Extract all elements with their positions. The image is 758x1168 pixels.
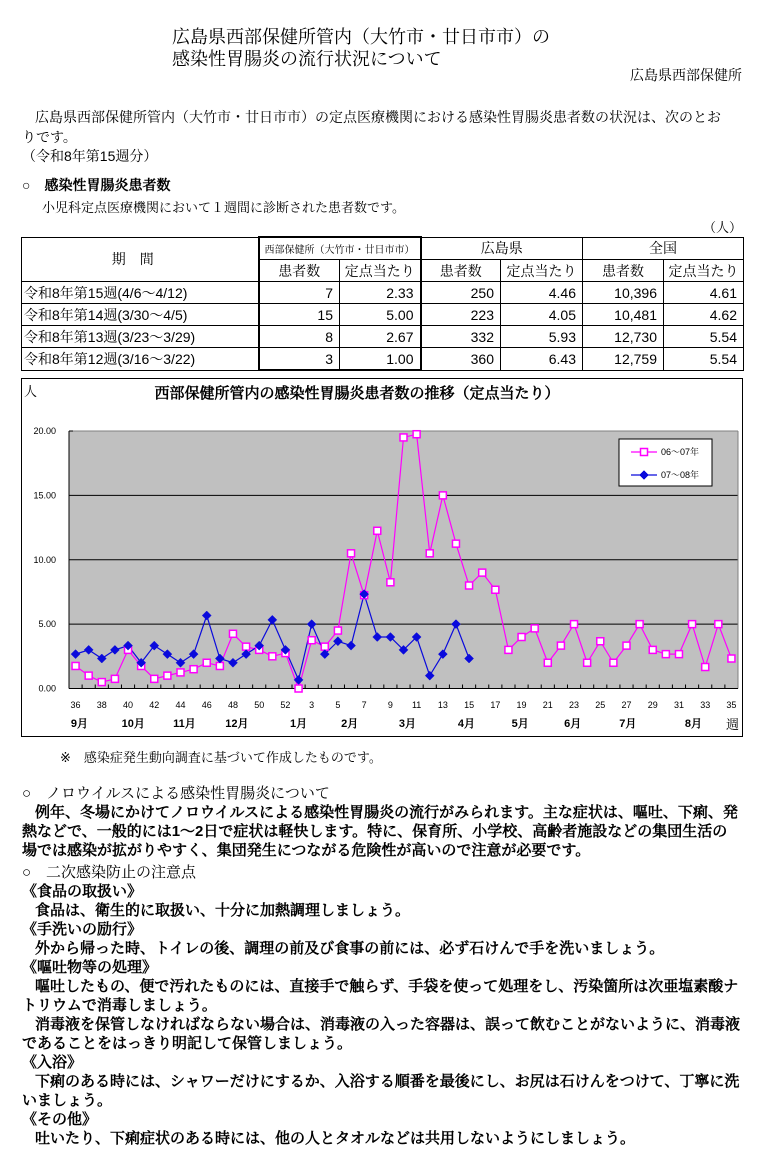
item-text-line: いましょう。 [22, 1092, 113, 1109]
item-text-line: 消毒液を保管しなければならない場合は、消毒液の入った容器は、誤って飲むことがないように、消毒液 [35, 1016, 741, 1033]
data-point-marker [479, 569, 486, 576]
data-point-marker [636, 621, 643, 628]
data-point-marker [466, 582, 473, 589]
month-label: 2月 [341, 718, 359, 730]
page-title [172, 26, 550, 70]
data-point-marker [715, 621, 722, 628]
data-point-marker [675, 651, 682, 658]
item-title-other: 《その他》 [22, 1111, 98, 1128]
y-tick-label: 20.00 [33, 426, 56, 436]
data-point-marker [85, 672, 92, 679]
prevention-section [22, 863, 747, 1148]
data-point-marker [72, 662, 79, 669]
item-text-line: 吐いたり、下痢症状のある時には、他の人とタオルなどは共用しないようにしましょう。 [35, 1130, 636, 1147]
pref-patients-cell: 332 [421, 326, 501, 348]
unit-label: （人） [702, 220, 742, 235]
x-tick-label: 46 [201, 700, 212, 710]
x-tick-label: 31 [673, 700, 684, 710]
national-per-site-cell: 5.54 [664, 348, 744, 371]
section-description: 小児科定点医療機関において１週間に診断された患者数です。 [42, 200, 405, 215]
norovirus-section [22, 784, 747, 860]
issuer-name: 広島県西部保健所 [630, 67, 742, 83]
norovirus-text-line: 熱などで、一般的には1～2日で症状は軽快します。特に、保育所、小学校、高齢者施設などの集団生活の [22, 823, 728, 840]
x-tick-label: 44 [175, 700, 186, 710]
intro-line-1: 広島県西部保健所管内（大竹市・廿日市市）の定点医療機関における感染性胃腸炎患者数の状況は、次のとお [35, 109, 721, 125]
month-label: 9月 [70, 718, 89, 730]
item-text-line: トリウムで消毒しましょう。 [22, 997, 217, 1014]
data-point-marker [295, 685, 302, 692]
section-heading-prevention: ○ 二次感染防止の注意点 [22, 864, 197, 881]
x-tick-label: 11 [411, 700, 422, 710]
data-point-marker [308, 637, 315, 644]
data-point-marker [348, 550, 355, 557]
national-patients-cell: 12,759 [583, 348, 664, 371]
y-tick-label: 5.00 [38, 619, 56, 630]
section-heading-norovirus: ○ ノロウイルスによる感染性胃腸炎について [22, 785, 330, 802]
data-point-marker [452, 540, 459, 547]
x-tick-label: 36 [70, 700, 81, 710]
x-tick-label: 15 [464, 700, 475, 710]
x-tick-label: 17 [490, 700, 501, 710]
table-header-row-1 [22, 237, 744, 260]
x-tick-label: 19 [516, 700, 527, 710]
data-point-marker [531, 625, 538, 632]
pref-patients-cell: 250 [421, 282, 501, 304]
norovirus-text-line: 例年、冬場にかけてノロウイルスによる感染性胃腸炎の流行がみられます。主な症状は、嘔吐、下痢、発 [35, 804, 738, 821]
x-tick-label: 21 [542, 700, 553, 710]
y-tick-label: 15.00 [33, 490, 56, 501]
data-point-marker [689, 621, 696, 628]
data-point-marker [505, 646, 512, 653]
x-tick-label: 29 [647, 700, 658, 710]
norovirus-text-line: 場では感染が拡がりやすく、集団発生につながる危険性が高いので注意が必要です。 [22, 842, 591, 859]
data-point-marker [439, 492, 446, 499]
national-per-site-cell: 5.54 [664, 326, 744, 348]
month-label: 11月 [173, 718, 196, 730]
x-tick-label: 3 [309, 700, 315, 710]
data-point-marker [584, 659, 591, 666]
period-cell: 令和8年第15週(4/6～4/12) [22, 282, 259, 304]
period-cell: 令和8年第13週(3/23～3/29) [22, 326, 259, 348]
data-point-marker [151, 675, 158, 682]
data-point-marker [623, 642, 630, 649]
pref-per-site-cell: 4.46 [501, 282, 583, 304]
west-per-site-cell: 2.67 [340, 326, 421, 348]
national-per-site-cell: 4.62 [664, 304, 744, 326]
pref-per-site-cell: 6.43 [501, 348, 583, 371]
x-tick-label: 23 [569, 700, 580, 710]
national-patients-cell: 10,481 [583, 304, 664, 326]
legend-label: 06～07年 [661, 447, 700, 457]
page-title-line-2: 感染性胃腸炎の流行状況について [172, 49, 442, 69]
x-tick-label: 7 [361, 700, 367, 710]
data-point-marker [203, 659, 210, 666]
x-tick-label: 42 [149, 700, 160, 710]
month-label: 6月 [564, 718, 582, 730]
subheader-national-patients: 患者数 [583, 260, 664, 282]
data-point-marker [492, 586, 499, 593]
subheader-pref-per-site: 定点当たり [501, 260, 583, 282]
data-point-marker [164, 672, 171, 679]
data-point-marker [702, 663, 709, 670]
item-text-line: 食品は、衛生的に取扱い、十分に加熱調理しましょう。 [35, 902, 411, 919]
data-point-marker [321, 643, 328, 650]
month-label: 1月 [289, 718, 308, 730]
table-row [22, 304, 744, 326]
legend-label: 07～08年 [661, 470, 700, 480]
pref-per-site-cell: 4.05 [501, 304, 583, 326]
item-text-line: 下痢のある時には、シャワーだけにするか、入浴する順番を最後にし、お尻は石けんをつけて、丁寧に洗 [35, 1073, 740, 1090]
legend-marker-icon [641, 449, 648, 456]
data-point-marker [544, 659, 551, 666]
data-point-marker [571, 621, 578, 628]
data-point-marker [413, 431, 420, 438]
data-point-marker [649, 646, 656, 653]
data-point-marker [229, 630, 236, 637]
chart-footnote: ※ 感染症発生動向調査に基づいて作成したものです。 [60, 750, 382, 765]
x-tick-label: 13 [437, 700, 448, 710]
y-axis-unit-label: 人 [24, 384, 38, 399]
x-tick-label: 5 [335, 700, 341, 710]
data-point-marker [190, 666, 197, 673]
data-point-marker [610, 659, 617, 666]
data-point-marker [216, 662, 223, 669]
x-tick-label: 35 [726, 700, 737, 710]
x-tick-label: 40 [123, 700, 134, 710]
data-point-marker [728, 655, 735, 662]
intro-line-2: りです。 [22, 128, 77, 145]
x-tick-label: 52 [280, 700, 291, 710]
subheader-pref-patients: 患者数 [421, 260, 501, 282]
period-cell: 令和8年第12週(3/16～3/22) [22, 348, 259, 371]
month-label: 12月 [225, 718, 249, 730]
data-point-marker [662, 651, 669, 658]
patient-count-table [21, 236, 744, 371]
data-point-marker [426, 550, 433, 557]
data-point-marker [111, 675, 118, 682]
group-header-west: 西部保健所（大竹市・廿日市市） [259, 237, 421, 260]
table-row [22, 326, 744, 348]
x-tick-label: 9 [387, 700, 393, 710]
pref-patients-cell: 360 [421, 348, 501, 371]
pref-patients-cell: 223 [421, 304, 501, 326]
item-text-line: であることをはっきり明記して保管しましょう。 [22, 1035, 353, 1052]
x-tick-label: 48 [227, 700, 238, 710]
west-patients-cell: 7 [259, 282, 340, 304]
data-point-marker [243, 643, 250, 650]
page-title-line-1: 広島県西部保健所管内（大竹市・廿日市市）の [172, 27, 550, 47]
west-patients-cell: 3 [259, 348, 340, 371]
data-point-marker [98, 679, 105, 686]
data-point-marker [387, 579, 394, 586]
item-title-handwashing: 《手洗いの励行》 [22, 921, 143, 938]
national-patients-cell: 12,730 [583, 326, 664, 348]
trend-chart-canvas [21, 378, 743, 737]
x-axis-unit-label: 週 [726, 717, 740, 732]
month-label: 7月 [619, 718, 637, 730]
month-label: 8月 [684, 718, 702, 730]
national-patients-cell: 10,396 [583, 282, 664, 304]
west-per-site-cell: 1.00 [340, 348, 421, 371]
month-label: 4月 [457, 718, 476, 730]
period-cell: 令和8年第14週(3/30～4/5) [22, 304, 259, 326]
item-text-line: 嘔吐したもの、便で汚れたものには、直接手で触らず、手袋を使って処理をし、汚染箇所は次亜塩素酸ナ [35, 978, 739, 995]
y-tick-label: 0.00 [38, 683, 56, 694]
data-point-marker [518, 634, 525, 641]
national-per-site-cell: 4.61 [664, 282, 744, 304]
item-title-vomit-disposal: 《嘔吐物等の処理》 [22, 959, 158, 976]
subheader-west-patients: 患者数 [259, 260, 340, 282]
chart-title: 西部保健所管内の感染性胃腸炎患者数の推移（定点当たり） [154, 385, 560, 402]
data-point-marker [177, 669, 184, 676]
west-per-site-cell: 2.33 [340, 282, 421, 304]
pref-per-site-cell: 5.93 [501, 326, 583, 348]
period-header: 期間 [22, 237, 259, 282]
x-tick-label: 27 [621, 700, 632, 710]
item-title-bathing: 《入浴》 [22, 1054, 83, 1071]
group-header-national: 全国 [583, 237, 744, 260]
period-note: （令和8年第15週分） [22, 148, 158, 164]
trend-chart [21, 378, 743, 737]
x-tick-label: 50 [254, 700, 265, 710]
intro-paragraph [22, 108, 747, 167]
data-point-marker [334, 627, 341, 634]
west-patients-cell: 8 [259, 326, 340, 348]
item-title-food-handling: 《食品の取扱い》 [22, 883, 143, 900]
data-point-marker [374, 527, 381, 534]
month-label: 10月 [121, 718, 145, 730]
table-row [22, 348, 744, 371]
x-tick-label: 25 [595, 700, 606, 710]
subheader-national-per-site: 定点当たり [664, 260, 744, 282]
group-header-prefecture: 広島県 [421, 237, 583, 260]
west-per-site-cell: 5.00 [340, 304, 421, 326]
month-label: 3月 [398, 718, 416, 730]
table-row [22, 282, 744, 304]
x-tick-label: 38 [96, 700, 107, 710]
data-point-marker [400, 434, 407, 441]
subheader-west-per-site: 定点当たり [340, 260, 421, 282]
item-text-line: 外から帰った時、トイレの後、調理の前及び食事の前には、必ず石けんで手を洗いましょう。 [35, 940, 665, 957]
data-point-marker [597, 638, 604, 645]
section-heading-patient-count: ○ 感染性胃腸炎患者数 [22, 177, 171, 193]
y-tick-label: 10.00 [33, 554, 56, 565]
west-patients-cell: 15 [259, 304, 340, 326]
month-label: 5月 [511, 718, 529, 730]
data-point-marker [269, 653, 276, 660]
x-tick-label: 33 [700, 700, 711, 710]
data-point-marker [557, 642, 564, 649]
